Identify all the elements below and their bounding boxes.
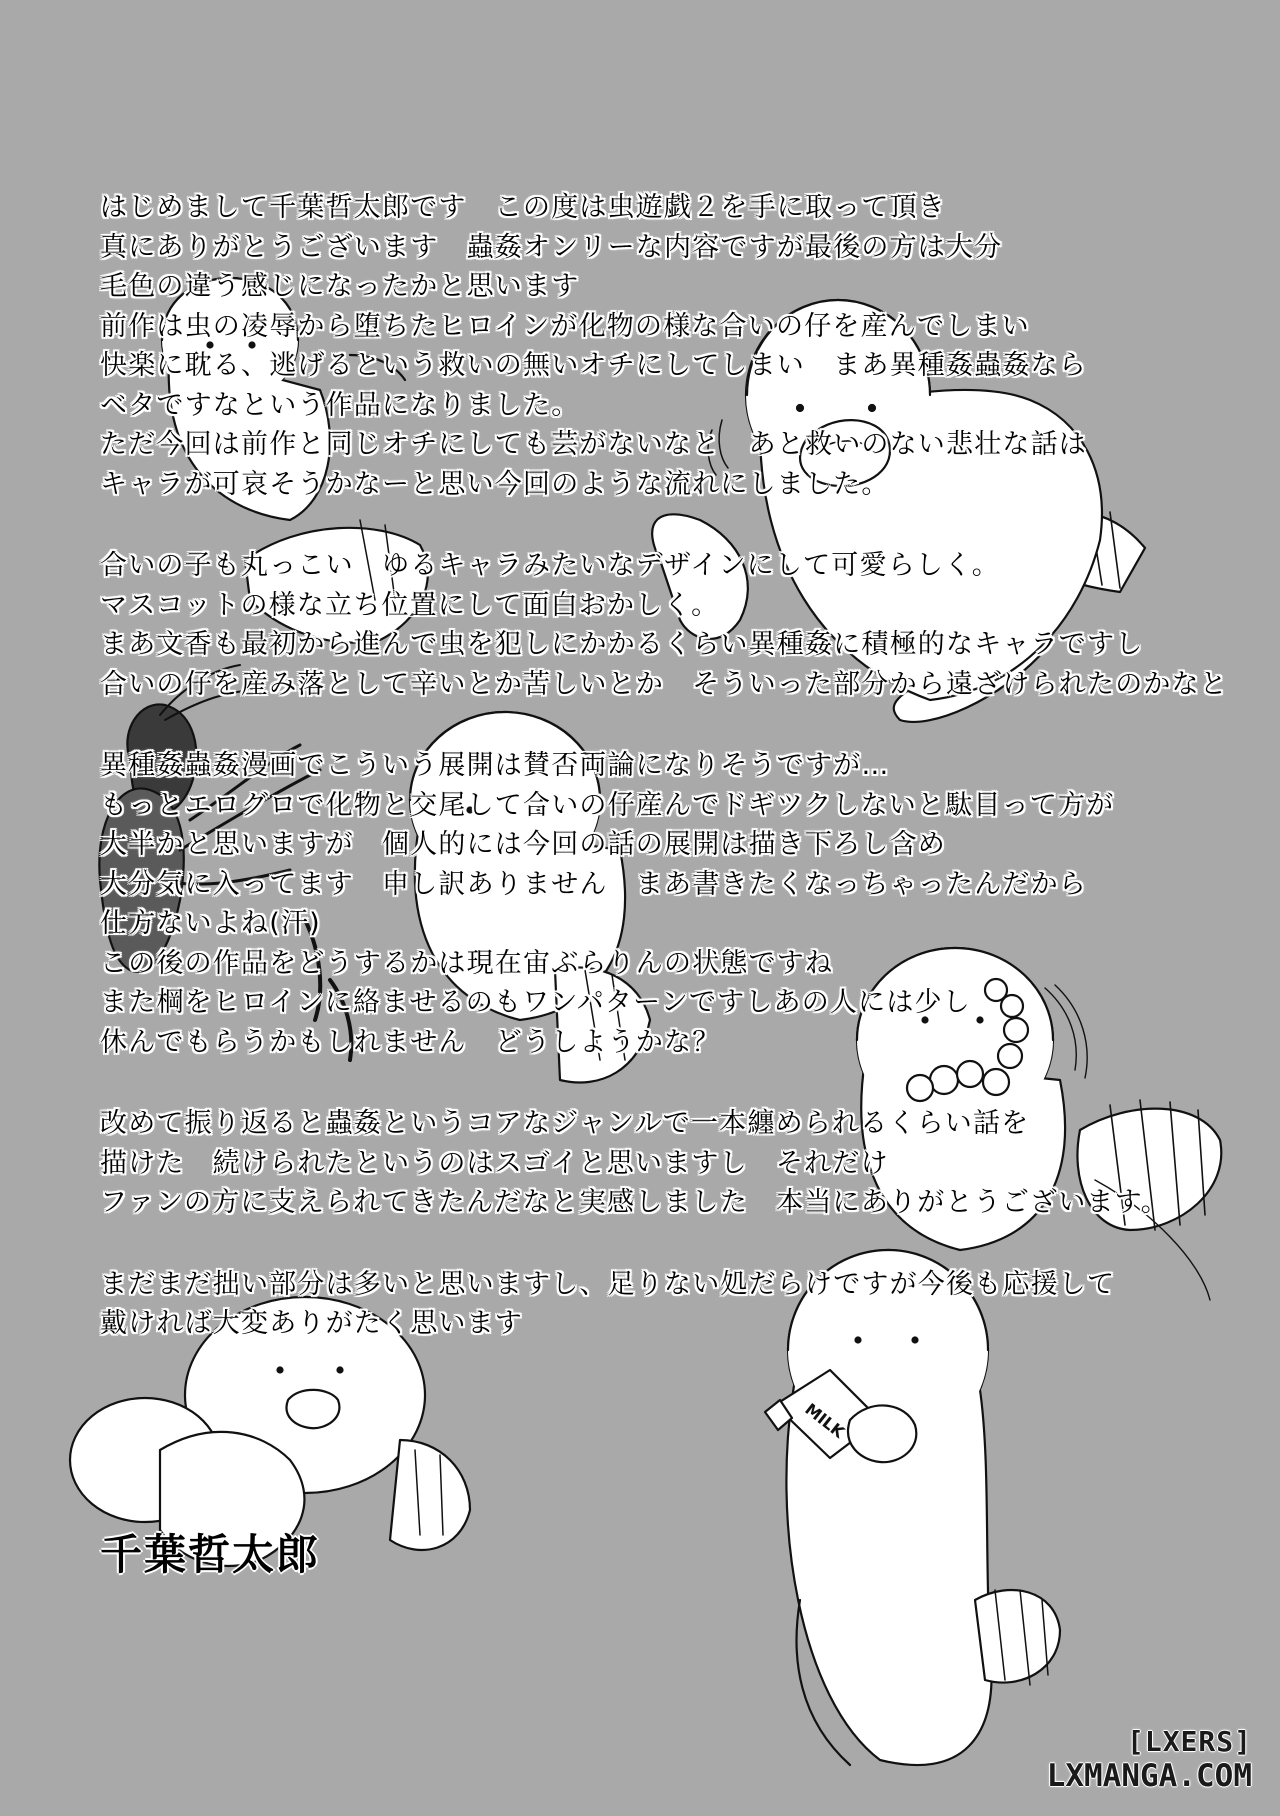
text-line: まだまだ拙い部分は多いと思いますし、足りない処だらけですが今後も応援して [100,1268,1116,1300]
text-line: 合いの子も丸っこい ゆるキャラみたいなデザインにして可愛らしく。 [100,550,1000,581]
paragraph-gap [100,704,1220,746]
text-line: ベタですなという作品になりました。 [100,389,580,421]
text-line: キャラが可哀そうかなーと思い今回のような流れにしました。 [100,468,890,500]
text-line: 戴ければ大変ありがたく思います [100,1308,523,1339]
text-line: もっとエログロで化物と交尾して合いの仔産んでドギツクしないと駄目って方が [100,789,1115,821]
text-line: 真にありがとうございます 蟲姦オンリーな内容ですが最後の方は大分 [100,231,1003,263]
text-line: この後の作品をどうするかは現在宙ぶらりんの状態ですね [100,947,834,979]
watermark [1047,1725,1252,1794]
bottle-label: MILK [801,1399,849,1442]
text-line: 大半かと思いますが 個人的には今回の話の展開は描き下ろし含め [100,829,946,860]
text-line: 毛色の違う感じになったかと思います [100,271,580,302]
text-line: 休んでもらうかもしれません どうしようかな？ [100,1026,721,1058]
author-signature: 千葉哲太郎 [100,1530,321,1579]
text-line: 異種姦蟲姦漫画でこういう展開は賛否両論になりそうですが… [100,750,890,781]
paragraph-gap [100,1062,1220,1104]
watermark-line1: [LXERS] [1126,1725,1252,1758]
text-line: まあ文香も最初から進んで虫を犯しにかかるくらい異種姦に積極的なキャラですし [100,629,1144,660]
paragraph-gap [100,1223,1220,1265]
text-line: 合いの仔を産み落として辛いとか苦しいとか そういった部分から遠ざけられたのかなと [100,668,1228,700]
text-line: 前作は虫の凌辱から堕ちたヒロインが化物の様な合いの仔を産んでしまい [100,310,1030,342]
text-line: 描けた 続けられたというのはスゴイと思いますし それだけ [100,1147,889,1179]
text-line: 快楽に耽る、逃げるという救いの無いオチにしてしまい まあ異種姦蟲姦なら [100,350,1087,381]
text-line: 仕方ないよね(汗) [100,908,321,939]
text-line: 改めて振り返ると蟲姦というコアなジャンルで一本纏められるくらい話を [100,1108,1030,1139]
paragraph-gap [100,504,1220,546]
afterword-text [100,188,1228,1344]
text-line: はじめまして千葉哲太郎です この度は虫遊戯２を手に取って頂き [100,192,946,223]
text-line: マスコットの様な立ち位置にして面白おかしく。 [100,589,720,621]
text-line: 大分気に入ってます 申し訳ありません まあ書きたくなっちゃったんだから [100,868,1087,900]
text-line: また棡をヒロインに絡ませるのもワンパターンですしあの人には少し [100,987,971,1018]
text-line: ファンの方に支えられてきたんだなと実感しました 本当にありがとうございます。 [100,1187,1169,1218]
text-line: ただ今回は前作と同じオチにしても芸がないなと あと救いのない悲壮な話は [100,429,1087,460]
watermark-line2: LXMANGA.COM [1046,1758,1252,1794]
